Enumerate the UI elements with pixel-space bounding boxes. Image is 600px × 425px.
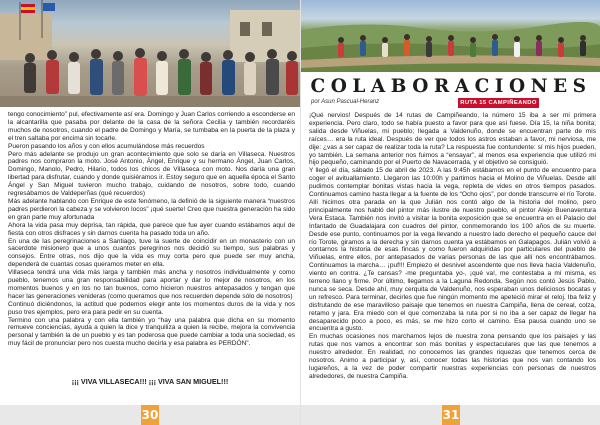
left-paragraph: tengo conocimiento” pul, efectivamente así era. Domingo y Juan Carlos corriendo a esconderse en la alcantarilla que pasaba por delante de la casa de la señora Cecilia y también recordaréis muchos de nosotros, cuando el padre de Domingo y María, se tumbaba en la puerta de la plaza y el tren saltaba por encima sin tocarle.	[8, 111, 295, 142]
footer-strip	[301, 405, 442, 425]
left-paragraph: En una de las peregrinaciones a Santiago, tuve la suerte de coincidir en un monasterio con un sacerdote misionero que a unos cuantos peregrinos nos decidió su tiempo, sus palabras y consejos. Entre otras, nos dijo que la vida es muy corta pero que puede ser muy ancha, dependerá de cuantas cosas queramos meter en ella.	[8, 237, 295, 269]
right-paragraph: Y llegó el día, sábado 15 de abril de 2023. A las 9:45h estábamos en el punto de encuentro para coger el avituallamiento. Llegaron las 10:00h y partimos hacia el Molino de Viñuelas. Desde allí pudimos contemplar bonitas vistas hacia la vega, repleta de vides en otros tiempos pasados. Continuamos camino hasta llegar a la fuente de los “Ocho ojos”, por donde transcurre el río Torote. Allí hicimos otra parada en la que Julián nos contó algo de la historia del molino, pero principalmente nos habló del pintor más ilustre de nuestro pueblo, el pintor Alejo Buenaventura Vera Estaca. También nos invitó a visitar la bonita exposición que se encuentra en el Palacio del Infantado de Guadalajara con cuadros del pintor, conmemorando los 100 años de su muerte. Desde ese punto, continuamos por la vega llevando a nuestro lado derecho el pequeño cauce del río Torote, giramos a la derecha y sin darnos cuenta ya estábamos en Galapagos. Julián volvió a contarnos la historia de esas fincas y como fueron adquiridas por particulares del pueblo de Viñuelas, entre ellos, por antepasados de varias personas de las que allí nos encontrábamos. Continuamos la marcha… ¡puf!!! Empiezo el desnivel ascendente que nos lleva hacia Valdenuño, viento en contra. ¿Te cansas? -me preguntaba yo-, ¡qué va!, me contestaba a mí misma, es terreno llano y firme. Por último, llegamos a la Laguna Redonda. Según nos contó Jesús Pablo, nunca se seca. Desde ahí, muy cerquita de Valdenuño, nos esperaban unos deliciosos bocatas y un refresco. Para terminar, decirles que fue ningún momento me apeteció mirar el reloj. Iba feliz y disfrutando de ese maravilloso paisaje que tenemos en nuestra Campiña, llena de cereal, colza, retamo y jara. Era miedo con el que comenzaba la ruta por si no iba a ser capaz de llegar ha desaparecido poco a poco, es más, se me hizo corto el camino. Esa pausa cuando uno se encuentra a gusto.	[309, 167, 597, 333]
section-title: COLABORACIONES	[310, 76, 592, 97]
left-paragraph: Pero más adelante se produjo un gran acontecimiento que solo se daría en Villaseca. Nuestros padres nos compraron la moto. José Antonio, Ángel, Enrique y su hermano Ángel, Juan Carlos, Domingo, Manolo, Pedro, Hilario, todos los chicos de Villaseca con moto. Nos daría una gran libertad para disfrutar, cuando y donde quisiéramos ir. Estoy seguro que en aquella época el Santo Ángel y San Miguel tuvieron mucho trabajo, cuidando de nosotros, sobre todo, cuando regresábamos de Valdeperñas (qué recuerdos)	[8, 150, 295, 198]
hikers-photo-right-drawing	[301, 0, 600, 72]
group-photo-left	[0, 0, 300, 107]
right-article-text	[309, 112, 596, 381]
left-article-text	[8, 111, 295, 348]
footer-strip	[0, 405, 141, 425]
right-paragraph: ¡Qué nervios! Después de 14 rutas de Campiñeando, la número 15 iba a ser mi primera experiencia. Pero claro, todo se había puesto a favor para que así fuese. Día 15, la niña bonita; salida desde Viñuelas, mi pueblo; llegada a Valdenuño, donde se encuentran parte de mis raíces… era la ruta ideal. Después de ver que todos los astros estaban a favor, mi nerviosa, me dije: ¿vas a ser capaz de realizar toda la ruta? La respuesta fue contundente: sí mis hijos pueden, yo también. La semana anterior nos fuimos a “ensayar”, al menos esa experiencia que utilizó mi hijo pequeño, caminando por el Puerto de Navacerrada, y el objetivo se consiguió.	[309, 112, 596, 167]
page-number-left: 30	[141, 405, 159, 425]
author-byline: por Asun Pascual-Heranz	[311, 99, 380, 105]
right-paragraph: En muchas ocasiones nos marchamos lejos de nuestra zona pensando que los paisajes y las rutas que nos vamos a encontrar son más bonitas y espectaculares que las que tenemos a nuestro alrededor. En realidad, no conocemos las grandes riquezas que tenemos cerca de nosotros. Animo a participar y, así, conocer todas las historias que nos van contando los lugareños, a la vez de poder compartir nuestras experiencias con personas de nuestros alrededores, de nuestra Campiña.	[309, 333, 596, 380]
footer-strip	[159, 405, 300, 425]
closing-cheer: ¡¡¡ VIVA VILLASECA!!! ¡¡¡ VIVA SAN MIGUEL!!!	[71, 377, 229, 386]
left-paragraph: Ahora la vida pasa muy deprisa, tan rápida, que parece que fue ayer cuando estábamos aquí de fiesta con otros disfraces y sin darnos cuenta ha pasado toda un año.	[8, 221, 295, 237]
hikers-photo-right	[301, 0, 600, 72]
right-page	[300, 0, 600, 425]
route-badge: RUTA 15 CAMPIÑEANDO	[458, 98, 539, 108]
left-paragraph: Continuó diciéndonos, la actitud que podemos elegir ante los momentos duros de la vida y nos puso tres ejemplos, pero era para pedir en su cuenta.	[8, 300, 295, 316]
footer-strip	[460, 405, 600, 425]
section-header	[301, 72, 600, 110]
left-paragraph: Más adelante hablando con Enrique de este fenómeno, la definió de la siguiente manera “nuestros padres perdieron la cabeza y se volvieron locos” ¡qué suerte! Creo que nuestra generación ha sido en gran parte muy afortunada	[8, 197, 295, 221]
left-paragraph: Termino con una palabra y con ella también yo “hay una palabra que dicha en su momento remueve conciencias, ayuda a quien la dice y tranquiliza a quien la recibe, mejora la convivencia personal y también la de un pueblo y es tan poderosa que puede cambiar a toda una sociedad, es muy fácil de pronunciar pero nos cuesta mucho decirla y esa palabra es PERDÓN”.	[8, 316, 295, 348]
left-paragraph: Pueron pasando los años y con ellos acumulándose más recuerdos	[8, 142, 205, 150]
group-photo-left-drawing	[0, 0, 300, 107]
page-number-right: 31	[442, 405, 460, 425]
left-paragraph: Villaseca tendrá una vida más larga y también más ancha y nosotros individualmente y como pueblo, tenemos una gran responsabilidad para aportar y dar lo mejor de nosotros, en los momentos buenos y en los no tan buenos, como hicieron nuestros antepasados y tengan que hacer las generaciones venideras (como queramos que nos recuerden depende sólo de nosotros)	[8, 269, 295, 300]
